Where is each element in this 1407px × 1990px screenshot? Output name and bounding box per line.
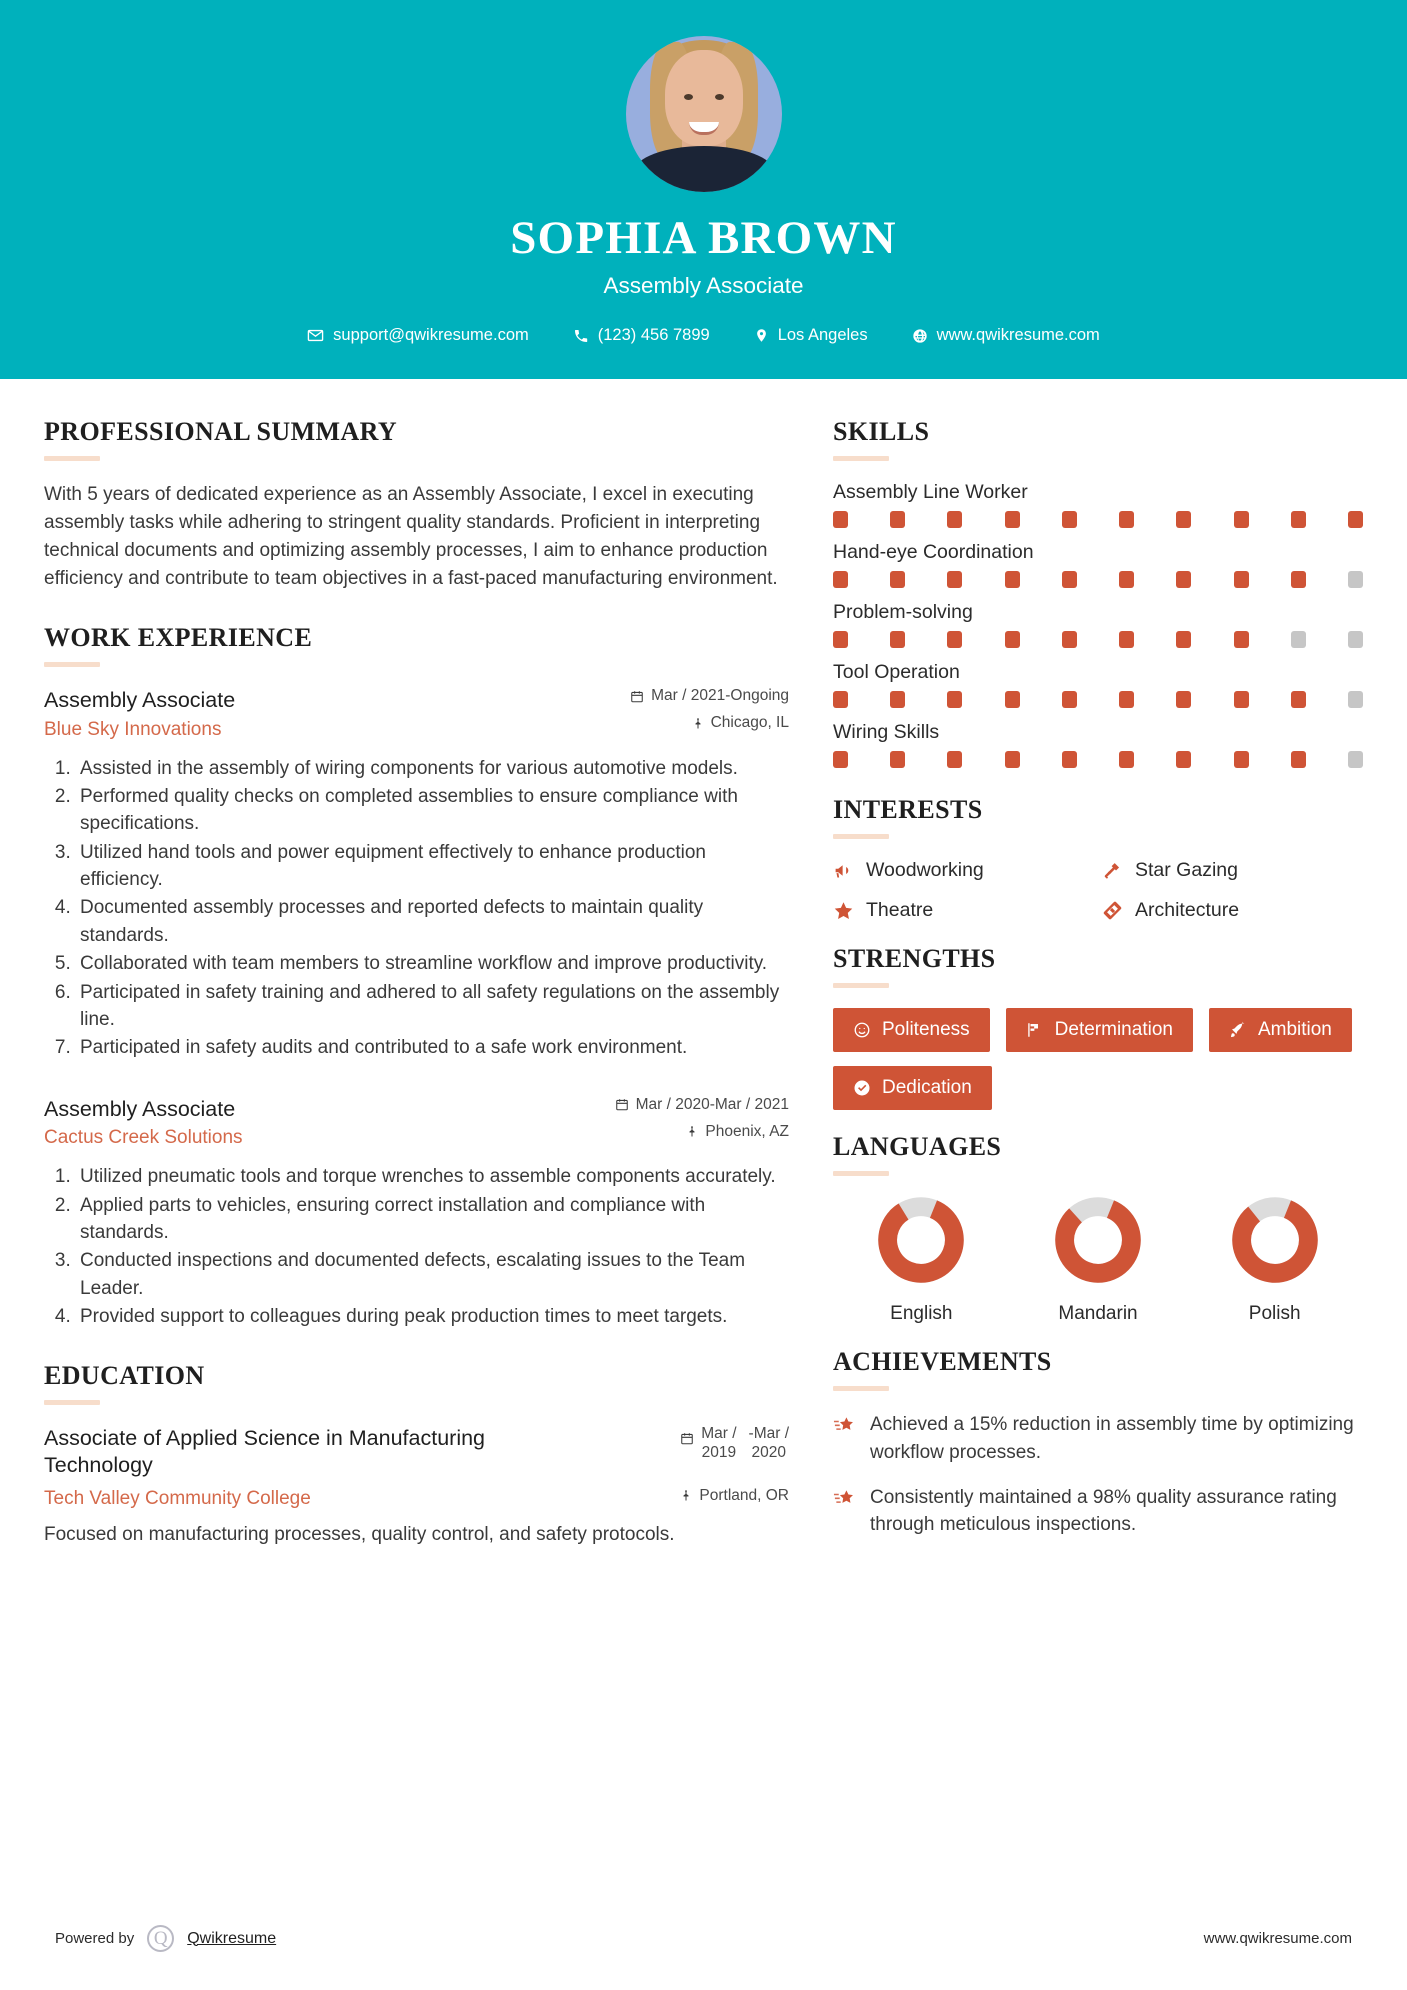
skill-rating-dot <box>1348 691 1363 708</box>
work-location-text: Chicago, IL <box>710 714 789 732</box>
skill-item <box>833 721 1363 768</box>
skill-rating-dot <box>947 511 962 528</box>
achievement-item <box>833 1484 1363 1539</box>
skill-rating-dot <box>1348 631 1363 648</box>
achievement-item <box>833 1411 1363 1466</box>
skill-rating-dot <box>1062 511 1077 528</box>
megaphone-icon <box>833 860 854 881</box>
skill-rating-dot <box>833 751 848 768</box>
interest-item <box>833 859 1094 882</box>
contact-bar <box>0 326 1407 345</box>
section-heading <box>44 1361 789 1405</box>
qwikresume-logo-icon: Q <box>147 1925 174 1952</box>
strengths-list <box>833 1008 1363 1110</box>
skill-rating-dot <box>1348 511 1363 528</box>
skill-item <box>833 601 1363 648</box>
contact-email-text: support@qwikresume.com <box>333 326 529 345</box>
education-date-start-month: Mar / <box>701 1425 737 1443</box>
resume-body <box>0 379 1407 1548</box>
list-item: 2. Performed quality checks on completed assemblies to ensure compliance with specifications. <box>76 783 789 838</box>
powered-by-label: Powered by <box>55 1930 135 1947</box>
checkered-flag-icon <box>1026 1021 1044 1039</box>
section-title-strengths: STRENGTHS <box>833 944 996 974</box>
education-dates-range <box>701 1425 789 1462</box>
globe-icon <box>912 328 928 344</box>
rocket-icon <box>1229 1021 1247 1039</box>
skill-label: Wiring Skills <box>833 721 940 744</box>
strength-chip-politeness[interactable] <box>833 1008 990 1052</box>
interest-label: Star Gazing <box>1135 859 1238 882</box>
section-rule <box>833 1171 889 1176</box>
achievement-text: Consistently maintained a 98% quality assurance rating through meticulous inspections. <box>870 1487 1337 1536</box>
strength-label: Politeness <box>882 1019 970 1041</box>
contact-website[interactable] <box>890 326 1122 345</box>
contact-website-text: www.qwikresume.com <box>936 326 1100 345</box>
section-heading <box>44 417 789 461</box>
work-entry-header <box>44 687 789 741</box>
education-location <box>680 1487 789 1505</box>
skill-rating-dot <box>1119 691 1134 708</box>
shooting-star-icon <box>833 1484 856 1510</box>
skill-rating-dot <box>833 631 848 648</box>
section-heading <box>833 1132 1363 1176</box>
work-entry <box>44 687 789 1062</box>
section-education <box>44 1361 789 1548</box>
skill-rating-dot <box>1005 691 1020 708</box>
skill-item <box>833 541 1363 588</box>
footer-url[interactable]: www.qwikresume.com <box>1203 1930 1352 1947</box>
skill-rating-dot <box>1291 691 1306 708</box>
skill-rating <box>833 571 1363 588</box>
list-item: 6. Participated in safety training and adhered to all safety regulations on the assembly line. <box>76 979 789 1034</box>
avatar-eye-right <box>715 94 724 100</box>
skill-rating <box>833 751 1363 768</box>
page-title: SOPHIA BROWN <box>510 212 897 264</box>
skill-rating <box>833 631 1363 648</box>
gavel-icon <box>1102 860 1123 881</box>
skill-label: Assembly Line Worker <box>833 481 1028 504</box>
skill-rating-dot <box>947 691 962 708</box>
skill-rating-dot <box>890 631 905 648</box>
section-title-summary: PROFESSIONAL SUMMARY <box>44 417 398 447</box>
section-rule <box>44 662 100 667</box>
ticket-icon <box>1102 900 1123 921</box>
pin-icon <box>692 716 704 731</box>
interests-grid <box>833 859 1363 922</box>
skill-item <box>833 661 1363 708</box>
page-footer <box>0 1925 1407 1952</box>
language-donut-chart <box>877 1196 965 1284</box>
skill-rating-dot <box>1348 571 1363 588</box>
job-role-subtitle: Assembly Associate <box>603 273 804 299</box>
languages-list <box>833 1196 1363 1325</box>
skill-rating-dot <box>890 691 905 708</box>
skill-rating-dot <box>1119 511 1134 528</box>
interest-label: Theatre <box>866 899 934 922</box>
language-label: Mandarin <box>1058 1303 1138 1325</box>
skill-rating-dot <box>1119 751 1134 768</box>
resume-header <box>0 0 1407 379</box>
skill-rating-dot <box>1176 691 1191 708</box>
contact-phone-text: (123) 456 7899 <box>597 326 710 345</box>
work-company: Blue Sky Innovations <box>44 718 222 740</box>
language-item <box>1010 1196 1187 1325</box>
section-strengths <box>833 944 1363 1110</box>
interest-item <box>1102 859 1363 882</box>
skill-rating-dot <box>1291 751 1306 768</box>
language-donut-chart <box>1054 1196 1142 1284</box>
education-date-end-year: 2020 <box>751 1444 786 1462</box>
list-item: 3. Conducted inspections and documented defects, escalating issues to the Team Leader. <box>76 1247 789 1302</box>
skills-list <box>833 481 1363 768</box>
section-rule <box>833 1386 889 1391</box>
section-languages <box>833 1132 1363 1325</box>
strength-chip-determination[interactable] <box>1006 1008 1193 1052</box>
section-title-interests: INTERESTS <box>833 795 983 825</box>
skill-rating-dot <box>833 511 848 528</box>
section-title-achievements: ACHIEVEMENTS <box>833 1347 1052 1377</box>
contact-phone[interactable] <box>551 326 732 345</box>
contact-location[interactable] <box>732 326 890 345</box>
work-position: Assembly Associate <box>44 1096 236 1121</box>
section-rule <box>833 983 889 988</box>
section-heading <box>833 417 1363 461</box>
skill-rating-dot <box>1062 631 1077 648</box>
list-item: 3. Utilized hand tools and power equipment effectively to enhance production efficiency. <box>76 839 789 894</box>
section-heading <box>44 623 789 667</box>
list-item: 4. Documented assembly processes and reported defects to maintain quality standards. <box>76 894 789 949</box>
check-circle-icon <box>853 1079 871 1097</box>
interest-item <box>833 899 1094 922</box>
education-location-text: Portland, OR <box>699 1486 789 1504</box>
skill-rating-dot <box>1005 751 1020 768</box>
skill-rating-dot <box>1291 571 1306 588</box>
work-location-text: Phoenix, AZ <box>705 1122 789 1140</box>
strength-label: Determination <box>1054 1019 1173 1041</box>
skill-rating-dot <box>1062 751 1077 768</box>
list-item: 1. Assisted in the assembly of wiring components for various automotive models. <box>76 755 789 782</box>
pin-icon <box>680 1488 692 1503</box>
star-icon <box>833 900 854 921</box>
skill-rating-dot <box>1005 511 1020 528</box>
list-item: 7. Participated in safety audits and contributed to a safe work environment. <box>76 1034 789 1061</box>
avatar <box>626 36 782 192</box>
work-company: Cactus Creek Solutions <box>44 1127 243 1149</box>
education-entry <box>44 1425 789 1548</box>
work-entry-header <box>44 1096 789 1150</box>
interest-label: Woodworking <box>866 859 984 882</box>
contact-email[interactable] <box>285 326 551 345</box>
skill-rating-dot <box>833 571 848 588</box>
envelope-icon <box>307 327 324 344</box>
skill-rating-dot <box>1348 751 1363 768</box>
language-item <box>1186 1196 1363 1325</box>
section-professional-summary <box>44 417 789 593</box>
left-column <box>44 417 789 1548</box>
education-date-start <box>701 1425 736 1462</box>
list-item: 4. Provided support to colleagues during peak production times to meet targets. <box>76 1303 789 1330</box>
avatar-eye-left <box>684 94 693 100</box>
education-date-end-month: Mar / <box>753 1425 789 1443</box>
education-date-end <box>749 1425 789 1462</box>
skill-rating-dot <box>947 631 962 648</box>
section-title-education: EDUCATION <box>44 1361 205 1391</box>
skill-rating-dot <box>1062 571 1077 588</box>
skill-label: Hand-eye Coordination <box>833 541 1034 564</box>
section-rule <box>44 456 100 461</box>
skill-rating-dot <box>1005 571 1020 588</box>
work-entry <box>44 1096 789 1331</box>
skill-rating-dot <box>1291 511 1306 528</box>
education-date-separator: - <box>748 1425 754 1443</box>
skill-rating-dot <box>833 691 848 708</box>
section-title-work: WORK EXPERIENCE <box>44 623 313 653</box>
skill-rating-dot <box>947 571 962 588</box>
section-rule <box>833 834 889 839</box>
skill-rating-dot <box>890 571 905 588</box>
contact-location-text: Los Angeles <box>777 326 868 345</box>
skill-rating-dot <box>1176 511 1191 528</box>
education-dates <box>680 1425 789 1462</box>
work-position: Assembly Associate <box>44 688 236 713</box>
skill-rating-dot <box>1062 691 1077 708</box>
skill-rating-dot <box>1176 631 1191 648</box>
language-label: English <box>890 1303 953 1325</box>
smiley-icon <box>853 1021 871 1039</box>
calendar-icon <box>630 689 644 704</box>
section-skills <box>833 417 1363 768</box>
section-heading <box>833 795 1363 839</box>
education-degree: Associate of Applied Science in Manufacturing Technology <box>44 1426 486 1478</box>
avatar-shirt <box>634 146 774 192</box>
work-bullets <box>44 1163 789 1330</box>
section-rule <box>44 1400 100 1405</box>
skill-label: Problem-solving <box>833 601 973 624</box>
work-location <box>630 714 789 732</box>
strength-chip-dedication[interactable] <box>833 1066 992 1110</box>
work-location <box>615 1123 789 1141</box>
phone-icon <box>573 328 589 344</box>
skill-rating-dot <box>1005 631 1020 648</box>
language-donut-chart <box>1231 1196 1319 1284</box>
education-entry-header <box>44 1425 789 1509</box>
work-dates <box>630 687 789 705</box>
interest-label: Architecture <box>1135 899 1240 922</box>
education-date-start-year: 2019 <box>701 1444 737 1462</box>
strength-label: Dedication <box>882 1077 972 1099</box>
skill-rating-dot <box>1234 691 1249 708</box>
skill-rating <box>833 691 1363 708</box>
achievement-text: Achieved a 15% reduction in assembly time by optimizing workflow processes. <box>870 1414 1354 1463</box>
section-heading <box>833 1347 1363 1391</box>
list-item: 1. Utilized pneumatic tools and torque wrenches to assemble components accurately. <box>76 1163 789 1190</box>
skill-rating-dot <box>1119 631 1134 648</box>
work-dates <box>615 1096 789 1114</box>
education-school: Tech Valley Community College <box>44 1487 311 1509</box>
interest-item <box>1102 899 1363 922</box>
section-work-experience <box>44 623 789 1330</box>
skill-rating-dot <box>1234 751 1249 768</box>
right-column <box>833 417 1363 1538</box>
work-dates-text: Mar / 2020-Mar / 2021 <box>635 1095 789 1113</box>
skill-rating-dot <box>890 511 905 528</box>
calendar-icon <box>680 1431 694 1446</box>
work-bullets <box>44 755 789 1062</box>
skill-rating <box>833 511 1363 528</box>
section-interests <box>833 795 1363 922</box>
section-title-languages: LANGUAGES <box>833 1132 1002 1162</box>
work-dates-text: Mar / 2021-Ongoing <box>651 687 789 705</box>
skill-rating-dot <box>1176 751 1191 768</box>
shooting-star-icon <box>833 1411 856 1437</box>
summary-text: With 5 years of dedicated experience as an Assembly Associate, I excel in executing assembly tasks while adhering to stringent quality standards. Proficient in interpreting technical documents and optimizing assembly processes, I aim to enhance production efficiency and contribute to team objectives in a fast-paced manufacturing environment. <box>44 484 778 590</box>
skill-label: Tool Operation <box>833 661 960 684</box>
skill-rating-dot <box>1119 571 1134 588</box>
pin-icon <box>686 1124 698 1139</box>
skill-rating-dot <box>1234 571 1249 588</box>
skill-rating-dot <box>947 751 962 768</box>
skill-rating-dot <box>890 751 905 768</box>
calendar-icon <box>615 1097 629 1112</box>
list-item: 2. Applied parts to vehicles, ensuring correct installation and compliance with standards. <box>76 1192 789 1247</box>
language-label: Polish <box>1248 1303 1301 1325</box>
section-rule <box>833 456 889 461</box>
strength-chip-ambition[interactable] <box>1209 1008 1352 1052</box>
section-achievements <box>833 1347 1363 1538</box>
education-description: Focused on manufacturing processes, quality control, and safety protocols. <box>44 1523 675 1545</box>
section-heading <box>833 944 1363 988</box>
skill-item <box>833 481 1363 528</box>
qwikresume-brand-link[interactable]: Qwikresume <box>187 1929 277 1947</box>
section-title-skills: SKILLS <box>833 417 930 447</box>
list-item: 5. Collaborated with team members to streamline workflow and improve productivity. <box>76 950 789 977</box>
strength-label: Ambition <box>1257 1019 1332 1041</box>
skill-rating-dot <box>1176 571 1191 588</box>
skill-rating-dot <box>1234 511 1249 528</box>
skill-rating-dot <box>1291 631 1306 648</box>
map-pin-icon <box>754 327 769 344</box>
powered-by-block <box>55 1925 276 1952</box>
language-item <box>833 1196 1010 1325</box>
skill-rating-dot <box>1234 631 1249 648</box>
